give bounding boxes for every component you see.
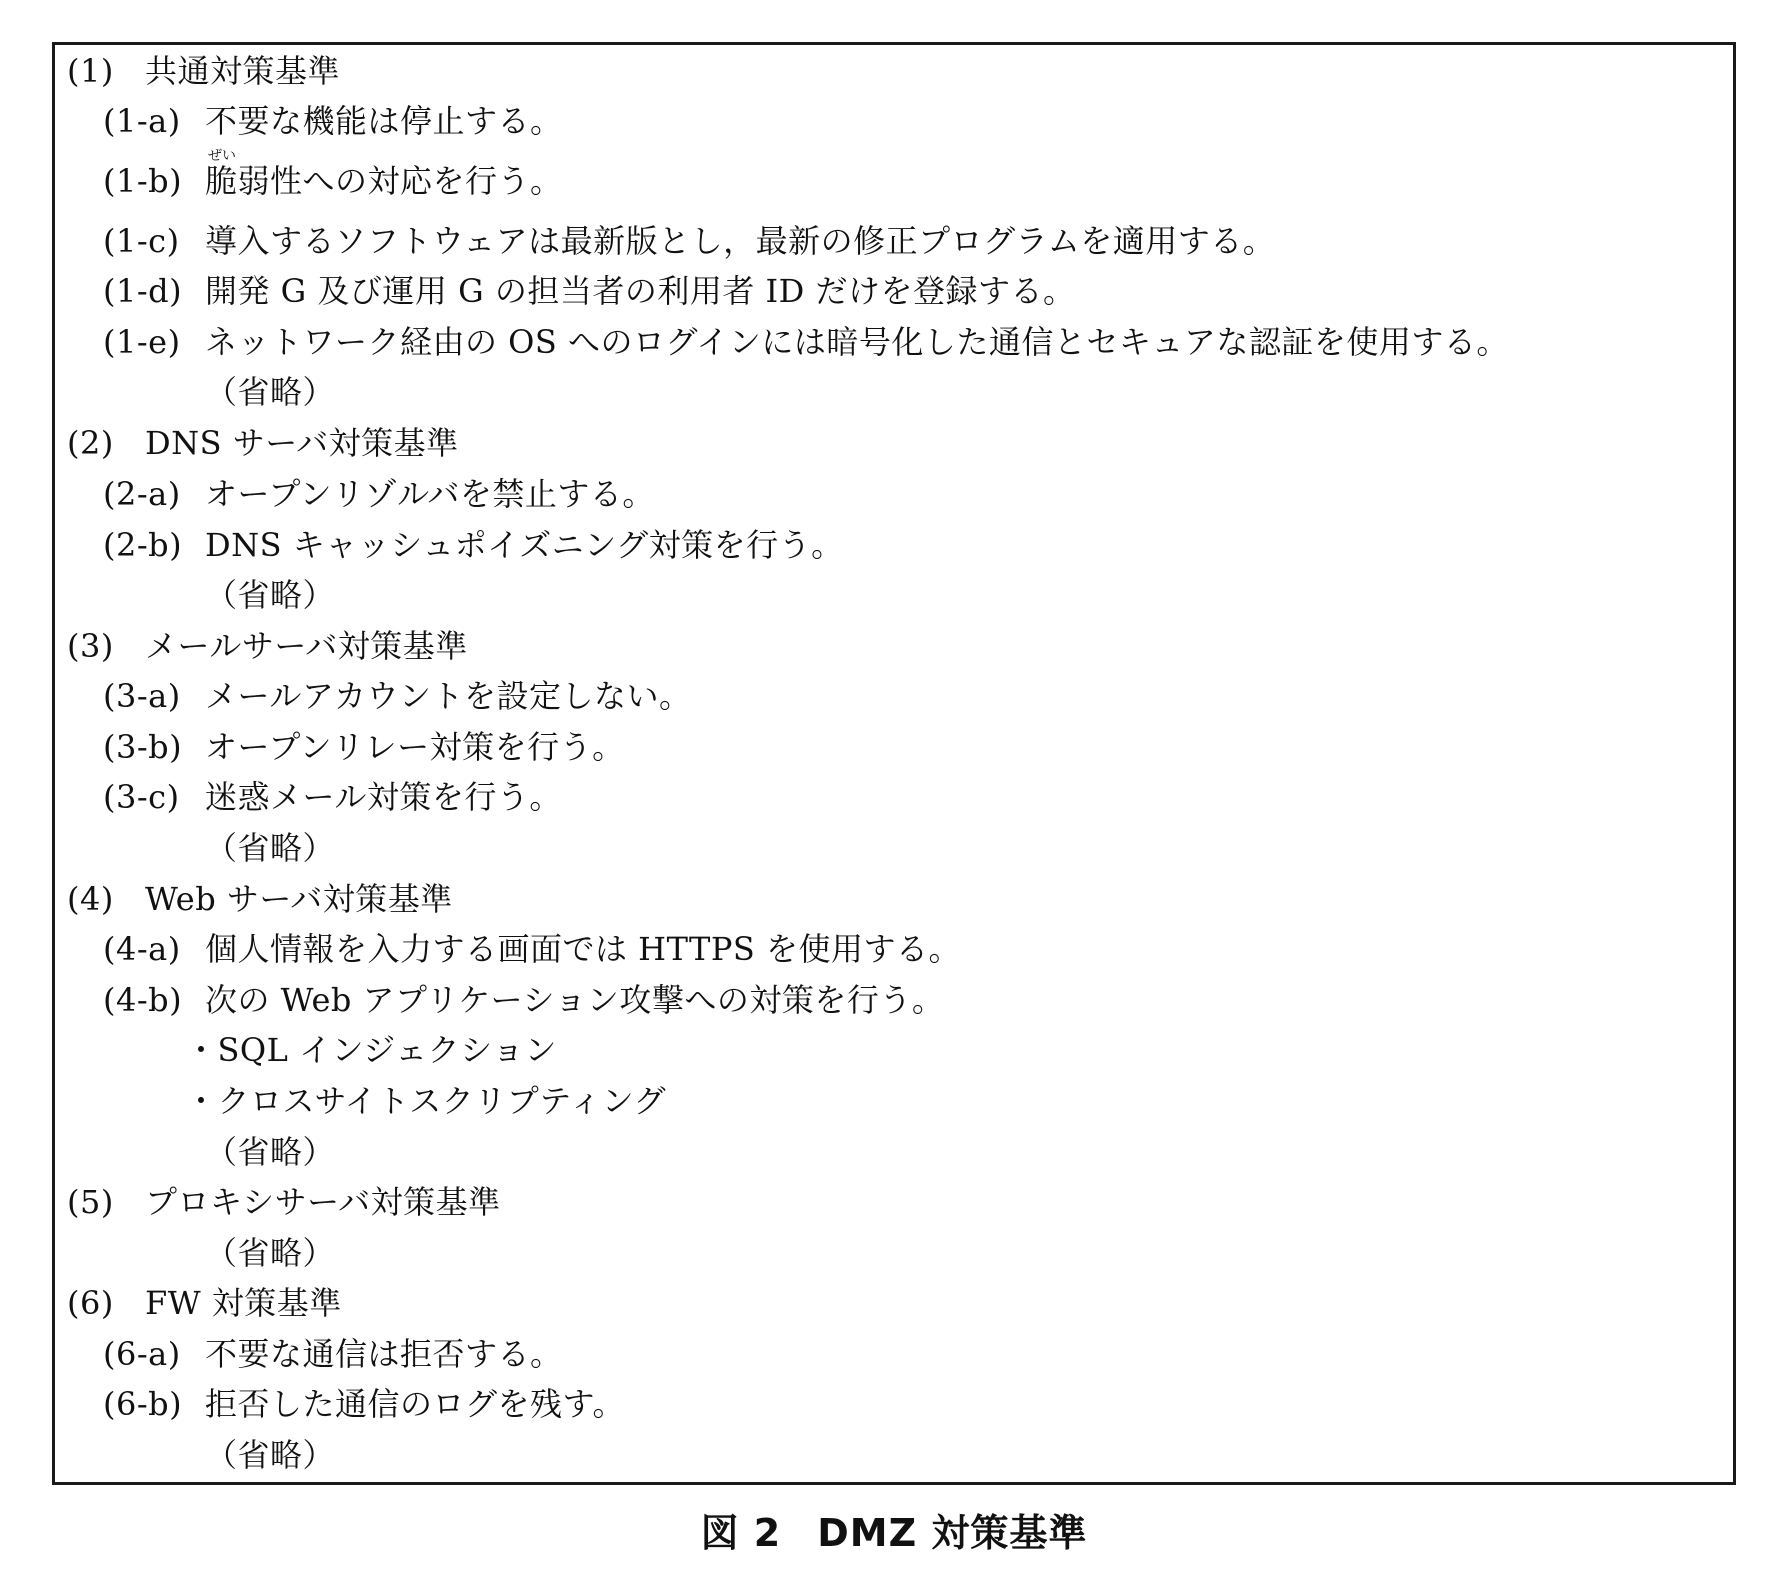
omitted-note: （省略）	[205, 1234, 336, 1272]
section-heading	[67, 1182, 501, 1222]
item-text: 導入するソフトウェアは最新版とし，最新の修正プログラムを適用する。	[205, 222, 1276, 260]
list-item	[103, 271, 1075, 311]
omitted-note: （省略）	[205, 1133, 336, 1171]
list-item	[103, 929, 961, 969]
omitted-note: （省略）	[205, 576, 336, 614]
section-heading	[67, 1283, 342, 1323]
list-item	[103, 1384, 625, 1424]
item-number: (6-b)	[103, 1385, 183, 1423]
section-heading	[67, 423, 459, 463]
item-text: DNS キャッシュポイズニング対策を行う。	[205, 526, 844, 564]
list-item	[103, 1334, 563, 1374]
section-number: (3)	[67, 627, 114, 665]
section-number: (2)	[67, 424, 114, 462]
dmz-standards-box	[52, 42, 1736, 1485]
item-text: 不要な通信は拒否する。	[205, 1335, 563, 1373]
list-item	[103, 221, 1275, 261]
list-item	[103, 727, 625, 767]
item-number: (1-b)	[103, 162, 183, 200]
item-text: ネットワーク経由の OS へのログインには暗号化した通信とセキュアな認証を使用する。	[205, 323, 1509, 361]
section-title: DNS サーバ対策基準	[145, 424, 459, 462]
section-heading	[67, 626, 468, 666]
item-number: (1-a)	[103, 102, 181, 140]
figure-caption	[0, 1508, 1788, 1558]
bullet-item: ・SQL インジェクション	[185, 1031, 557, 1069]
section-heading	[67, 51, 340, 91]
item-text: 迷惑メール対策を行う。	[205, 778, 562, 816]
item-number: (1-d)	[103, 272, 183, 310]
item-text: 不要な機能は停止する。	[205, 102, 563, 140]
list-item	[103, 161, 563, 201]
item-number: (3-c)	[103, 778, 180, 816]
item-text: オープンリレー対策を行う。	[205, 728, 625, 766]
furigana: ぜい	[208, 148, 236, 164]
list-item	[103, 980, 944, 1020]
list-item	[103, 322, 1509, 362]
section-title: メールサーバ対策基準	[145, 627, 468, 665]
list-item	[103, 525, 844, 565]
omitted-note: （省略）	[205, 829, 336, 867]
item-text: メールアカウントを設定しない。	[205, 677, 692, 715]
item-number: (3-b)	[103, 728, 183, 766]
section-title: Web サーバ対策基準	[145, 880, 453, 918]
item-number: (1-e)	[103, 323, 181, 361]
item-number: (1-c)	[103, 222, 180, 260]
section-heading	[67, 879, 453, 919]
section-title: 共通対策基準	[145, 52, 341, 90]
item-text: 拒否した通信のログを残す。	[205, 1385, 625, 1423]
list-item	[103, 101, 563, 141]
section-title: プロキシサーバ対策基準	[145, 1183, 501, 1221]
section-number: (4)	[67, 880, 114, 918]
item-text: 開発 G 及び運用 G の担当者の利用者 ID だけを登録する。	[205, 272, 1076, 310]
list-item	[103, 676, 692, 716]
section-number: (6)	[67, 1284, 114, 1322]
item-text: 個人情報を入力する画面では HTTPS を使用する。	[205, 930, 961, 968]
item-text: 次の Web アプリケーション攻撃への対策を行う。	[205, 981, 945, 1019]
section-title: FW 対策基準	[145, 1284, 342, 1322]
item-number: (6-a)	[103, 1335, 181, 1373]
item-number: (3-a)	[103, 677, 181, 715]
item-text: 脆弱性への対応を行う。	[205, 162, 563, 200]
section-number: (5)	[67, 1183, 114, 1221]
item-number: (2-b)	[103, 526, 183, 564]
omitted-note: （省略）	[205, 1436, 336, 1474]
bullet-item: ・クロスサイトスクリプティング	[185, 1082, 667, 1120]
figure-title: DMZ 対策基準	[817, 1511, 1088, 1555]
item-text: オープンリゾルバを禁止する。	[205, 475, 655, 513]
item-number: (4-a)	[103, 930, 181, 968]
omitted-note: （省略）	[205, 373, 336, 411]
item-number: (2-a)	[103, 475, 181, 513]
figure-label: 図 2	[700, 1511, 782, 1555]
section-number: (1)	[67, 52, 114, 90]
item-number: (4-b)	[103, 981, 183, 1019]
list-item	[103, 777, 562, 817]
list-item	[103, 474, 655, 514]
